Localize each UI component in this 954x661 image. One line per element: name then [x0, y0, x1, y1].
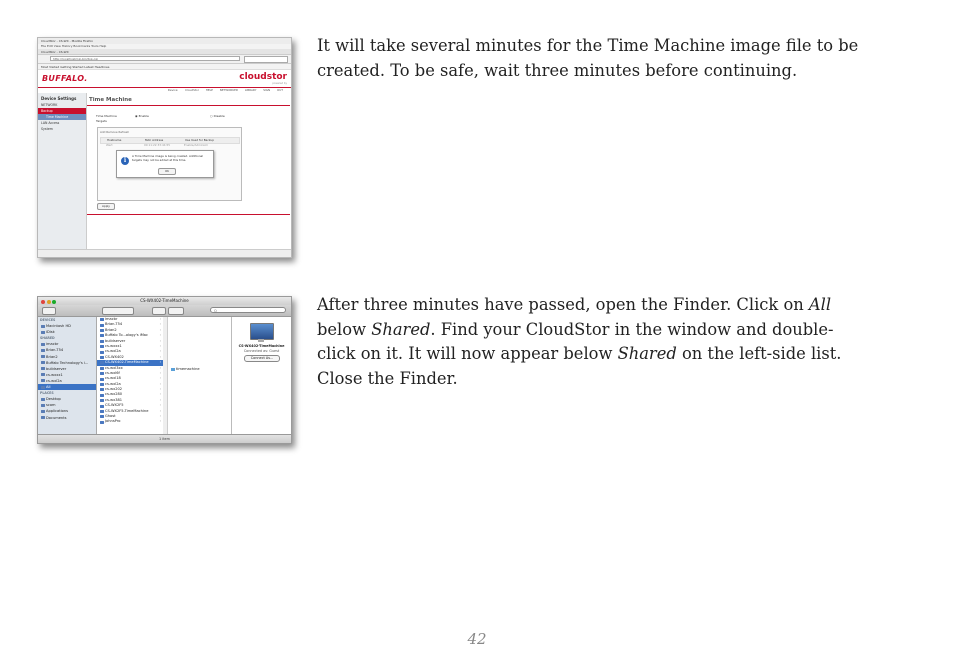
- enable-label: Enable: [138, 114, 149, 118]
- sidebar-item-label: Documents: [46, 415, 67, 420]
- row-hostname: Wert: [106, 143, 113, 147]
- computer-icon: [100, 378, 104, 381]
- server-name: CS-WX402-TimeMachine: [238, 344, 285, 348]
- finder-preview: [232, 317, 291, 434]
- computer-icon: [100, 340, 104, 343]
- sidebar-item-label: cs-wxxx1: [46, 372, 63, 377]
- computer-icon: [100, 383, 104, 386]
- sidebar-item-label: Desktop: [46, 397, 61, 402]
- search-icon: Q: [210, 307, 286, 313]
- bookmarks-bar: Most Visited Getting Started Latest Headlines: [38, 64, 291, 70]
- row-use: Enable/Administr: [184, 143, 208, 147]
- list-item-label: imacbr: [105, 317, 118, 321]
- top-nav: Device: CloudStor HELP NETWORKED LIBRARY SIGN OUT: [38, 87, 291, 92]
- apply-button: Apply: [97, 203, 115, 210]
- dialog-ok-button: OK: [158, 168, 176, 175]
- info-dialog: [116, 150, 214, 178]
- instruction-wait-line2: created. To be safe, wait three minutes before continuing.: [317, 60, 798, 80]
- drive-icon: [41, 386, 45, 389]
- finder-column-shares: [168, 317, 232, 434]
- finder-column-shared: [97, 317, 164, 434]
- sidebar-item-system: System: [41, 127, 53, 131]
- browser-tab: CloudStor - CS-WX: [38, 49, 291, 55]
- sidebar-item-label: Brian2: [46, 354, 58, 359]
- chevron-right-icon: ›: [159, 322, 161, 327]
- eye-icon: [152, 307, 166, 315]
- finder-sidebar: [38, 317, 97, 434]
- connect-as-button: Connect As...: [244, 355, 280, 362]
- chevron-right-icon: ›: [159, 397, 161, 402]
- list-item: [171, 367, 200, 371]
- sidebar-item-label: buildserver: [46, 366, 67, 371]
- finder-toolbar: [38, 305, 291, 317]
- cloudstor-logo: cloudstor: [239, 72, 287, 82]
- drive-icon: [41, 367, 45, 370]
- drive-icon: [41, 355, 45, 358]
- list-item-label: cs-wxxx1: [105, 343, 122, 348]
- finder-status-bar: 1 item: [38, 434, 291, 444]
- page-title: Time Machine: [89, 97, 132, 103]
- computer-icon: [100, 345, 104, 348]
- chevron-right-icon: ›: [159, 317, 161, 321]
- settings-sidebar: [38, 93, 87, 249]
- instruction-finder-line2: [317, 318, 937, 343]
- drive-icon: [41, 373, 45, 376]
- chevron-right-icon: ›: [159, 376, 161, 381]
- folder-icon: [171, 368, 175, 371]
- sidebar-item-label: Applications: [46, 409, 68, 414]
- computer-icon: [100, 394, 104, 397]
- chevron-right-icon: ›: [159, 338, 161, 343]
- list-item-label: cs-wx280: [105, 392, 123, 397]
- instruction-finder-line4: Close the Finder.: [317, 368, 458, 388]
- chevron-right-icon: ›: [159, 349, 161, 354]
- drive-icon: [41, 349, 45, 352]
- computer-icon: [100, 405, 104, 408]
- back-forward-icon: [42, 307, 56, 315]
- drive-icon: [41, 331, 45, 334]
- text-run: below: [317, 319, 372, 339]
- cloudstor-logo-sub: powered by: [272, 82, 287, 85]
- dialog-message: A Time Machine image is being created. Additional targets may not be added at this time.: [132, 154, 204, 162]
- gear-icon: [168, 307, 184, 315]
- drive-icon: [41, 361, 45, 364]
- drive-icon: [41, 343, 45, 346]
- divider: [87, 214, 290, 215]
- chevron-right-icon: ›: [159, 354, 161, 359]
- list-item-label: cs-wxl2a: [105, 349, 121, 354]
- col-mac: MAC Address: [145, 138, 164, 142]
- list-item-label: Buffalo To...ology's iMac: [105, 333, 148, 338]
- sidebar-item-label: SHARED: [40, 336, 55, 341]
- server-icon: [250, 323, 274, 340]
- drive-icon: [41, 404, 45, 407]
- computer-icon: [100, 356, 104, 359]
- computer-icon: [100, 324, 104, 327]
- computer-icon: [100, 421, 104, 424]
- drive-icon: [41, 398, 45, 401]
- drive-icon: [41, 379, 45, 382]
- sidebar-item-label: Brian-T54: [46, 348, 64, 353]
- col-hostname: Hostname: [107, 138, 122, 142]
- instruction-finder-line3: [317, 342, 937, 367]
- sidebar-item-backup: Backup: [38, 108, 86, 114]
- table-row: [100, 143, 238, 148]
- chevron-right-icon: ›: [159, 370, 161, 375]
- disable-label: Disable: [213, 114, 225, 118]
- chevron-right-icon: ›: [159, 365, 161, 370]
- list-item-label: CS-WX402-TimeMachine: [105, 360, 149, 365]
- connection-status: Connected as: Guest: [243, 349, 280, 353]
- computer-icon: [100, 334, 104, 337]
- targets-panel: [97, 127, 242, 201]
- browser-status-bar: [38, 249, 291, 258]
- sidebar-item-lan-access: LAN Access: [41, 121, 60, 125]
- form-labels: [96, 114, 117, 124]
- finder-window-title: CS-WX402-TimeMachine: [140, 298, 189, 303]
- chevron-right-icon: ›: [159, 360, 161, 365]
- browser-address-bar: [38, 55, 291, 64]
- chevron-right-icon: ›: [159, 419, 161, 424]
- list-item-label: Brian-T54: [105, 322, 123, 327]
- screenshot-browser: [37, 37, 292, 258]
- computer-icon: [100, 318, 104, 321]
- page-number: 42: [467, 630, 487, 648]
- text-run: . Find your CloudStor in the window and double-: [430, 319, 834, 339]
- minimize-icon: [47, 300, 51, 304]
- close-icon: [41, 300, 45, 304]
- list-item-label: Brian2: [105, 327, 117, 332]
- drive-icon: [41, 325, 45, 328]
- sidebar-item-time-machine: Time Machine: [38, 114, 86, 120]
- computer-icon: [100, 351, 104, 354]
- computer-icon: [100, 388, 104, 391]
- computer-icon: [100, 361, 104, 364]
- chevron-right-icon: ›: [159, 403, 161, 408]
- chevron-right-icon: ›: [159, 333, 161, 338]
- list-item-label: cs-wxl2a: [105, 381, 121, 386]
- list-item-label: CS-WX2F5: [105, 403, 124, 408]
- sidebar-item-label: Macintosh HD: [46, 324, 71, 329]
- instruction-wait: [317, 34, 937, 83]
- sidebar-header: Device Settings: [41, 96, 77, 101]
- list-item[interactable]: [97, 419, 163, 424]
- browser-menu-bar: File Edit View History Bookmarks Tools Help: [38, 44, 291, 49]
- screenshot-finder: [37, 296, 292, 444]
- buffalo-logo: BUFFALO.: [42, 74, 88, 83]
- list-item-label: JohnsPro: [105, 419, 121, 424]
- emphasis-shared: Shared: [617, 344, 677, 363]
- list-item-label: cs-wx381: [105, 397, 123, 402]
- list-item-label: CS-WX2F5-TimeMachine: [105, 408, 149, 413]
- sidebar-item-label: PLACES: [40, 391, 54, 396]
- chevron-right-icon: ›: [159, 381, 161, 386]
- row-mac: 00:11:22:33:44:55: [144, 143, 171, 147]
- time-machine-label: Time Machine: [96, 114, 117, 118]
- sidebar-item[interactable]: [38, 415, 96, 421]
- computer-icon: [100, 372, 104, 375]
- sidebar-item-label: DEVICES: [40, 318, 56, 322]
- server-icon-stand: [258, 339, 264, 342]
- chevron-right-icon: ›: [159, 414, 161, 419]
- divider: [87, 105, 290, 106]
- text-run: click on it. It will now appear below: [317, 344, 618, 363]
- computer-icon: [100, 399, 104, 402]
- chevron-right-icon: ›: [159, 392, 161, 397]
- enable-radio: ◉ Enable: [135, 114, 149, 118]
- panel-tabs: Add Remove Refresh: [100, 130, 130, 134]
- list-item-label: CS-WX402: [105, 354, 124, 359]
- list-item-label: cs-wxl3xx: [105, 365, 123, 370]
- browser-search-field: [244, 56, 288, 63]
- sidebar-item-label: iDisk: [46, 330, 55, 335]
- chevron-right-icon: ›: [159, 408, 161, 413]
- emphasis-shared: Shared: [371, 319, 431, 339]
- sidebar-item-label: cs-wxl2a: [46, 378, 62, 383]
- instruction-finder: [317, 293, 937, 391]
- col-use: Use Used for Backup: [185, 138, 214, 142]
- list-item-label: cs-wxl18: [105, 376, 121, 381]
- targets-label: Targets: [96, 119, 107, 123]
- instruction-wait-line1: It will take several minutes for the Time Machine image file to be: [317, 36, 859, 55]
- list-item-label: cs-wx202: [105, 387, 123, 392]
- emphasis-all: All: [808, 295, 832, 314]
- share-name: timemachine: [176, 367, 200, 371]
- url-field: http://localhost/cgi-bin/top.cgi: [50, 56, 240, 61]
- computer-icon: [100, 367, 104, 370]
- sidebar-item-label: Buffalo Technology's i...: [46, 360, 89, 365]
- finder-title-bar: [38, 297, 291, 305]
- sidebar-item-network: NETWORK: [41, 103, 58, 107]
- text-run: After three minutes have passed, open the Finder. Click on: [317, 295, 809, 314]
- chevron-right-icon: ›: [159, 327, 161, 332]
- computer-icon: [100, 415, 104, 418]
- info-icon: i: [121, 157, 129, 165]
- sidebar-item-label: scom: [46, 403, 56, 408]
- chevron-right-icon: ›: [159, 343, 161, 348]
- disable-radio: ○ Disable: [210, 114, 225, 118]
- list-item-label: cs-wxl6f: [105, 370, 120, 375]
- drive-icon: [41, 410, 45, 413]
- browser-title-bar: CloudStor - CS-WX - Mozilla Firefox: [38, 38, 291, 44]
- computer-icon: [100, 329, 104, 332]
- list-item-label: Ghost: [105, 414, 116, 419]
- sidebar-item-label: imacbr: [46, 342, 59, 347]
- instruction-finder-line1: [317, 293, 937, 318]
- drive-icon: [41, 416, 45, 419]
- computer-icon: [100, 410, 104, 413]
- sidebar-item-label: All: [46, 385, 51, 390]
- chevron-right-icon: ›: [159, 387, 161, 392]
- text-run: on the left-side list.: [676, 344, 842, 363]
- zoom-icon: [52, 300, 56, 304]
- view-mode-icon: [102, 307, 134, 315]
- list-item-label: buildserver: [105, 338, 126, 343]
